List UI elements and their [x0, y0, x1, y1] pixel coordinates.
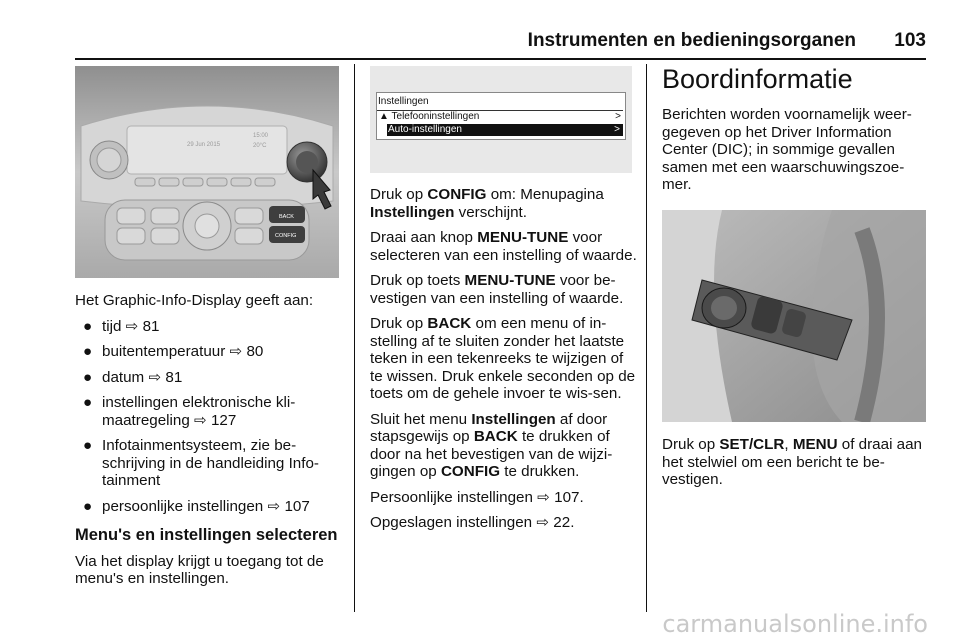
section-heading: Boordinformatie	[662, 64, 853, 94]
list-item: ● instellingen elektronische kli-maatregeling ⇨ 127	[83, 394, 296, 429]
steering-stalk-illustration	[662, 210, 926, 422]
ref-icon: ⇨	[229, 343, 247, 360]
list-item: ● buitentemperatuur ⇨ 80	[83, 343, 264, 360]
display-time: 15:00	[253, 133, 269, 139]
instruction-paragraph: Draai aan knop MENU-TUNE voor selecteren van een instelling of waarde.	[370, 229, 637, 264]
ref-icon: ⇨	[148, 368, 166, 386]
display-date: 29 Jun 2015	[187, 142, 221, 148]
steering-stalk-figure	[662, 210, 926, 422]
chapter-title: Instrumenten en bedieningsorganen	[527, 30, 856, 51]
column-divider	[646, 64, 647, 612]
list-item: ● Infotainmentsysteem, zie be-schrijving in de handleiding Info-tainment	[83, 437, 319, 489]
up-arrow-icon: ▲	[379, 111, 389, 122]
page-header	[75, 28, 926, 60]
ref-icon: ⇨	[194, 411, 211, 429]
ref-icon: ⇨	[537, 488, 555, 506]
list-item: ● persoonlijke instellingen ⇨ 107	[83, 497, 310, 515]
instruction-paragraph: Druk op CONFIG om: Menupagina Instellingen verschijnt.	[370, 186, 604, 221]
config-key-label: CONFIG	[275, 233, 297, 239]
instruction-paragraph: Druk op SET/CLR, MENU of draai aan het stelwiel om een bericht te be-vestigen.	[662, 436, 922, 488]
right-column	[662, 64, 928, 202]
screen-title: Instellingen	[378, 96, 429, 107]
settings-screen-figure	[370, 66, 632, 173]
list-item: ● datum ⇨ 81	[83, 368, 183, 386]
ref-icon: ⇨	[125, 317, 143, 335]
column-divider	[354, 64, 355, 612]
intro-text: Het Graphic-Info-Display geeft aan:	[75, 292, 314, 309]
display-temp: 20°C	[253, 143, 267, 149]
cross-reference: Persoonlijke instellingen ⇨ 107.	[370, 488, 584, 506]
subheading-text: Via het display krijgt u toegang tot de menu's en instellingen.	[75, 552, 324, 587]
screen-display	[376, 92, 626, 140]
radio-console-figure	[75, 66, 339, 278]
middle-column	[370, 186, 638, 540]
left-column	[75, 292, 345, 596]
watermark: carmanualsonline.info	[662, 610, 928, 638]
back-key-label: BACK	[279, 214, 294, 220]
cross-reference: Opgeslagen instellingen ⇨ 22.	[370, 514, 575, 531]
screen-item-telefoon: ▲ Telefooninstellingen	[379, 111, 480, 122]
instruction-paragraph: Druk op toets MENU-TUNE voor be-vestigen van een instelling of waarde.	[370, 272, 624, 307]
chevron-right-icon: >	[614, 124, 620, 135]
instruction-paragraph: Sluit het menu Instellingen af door stapsgewijs op BACK te drukken of door na het bevestigen van de wijzi-gingen op CONFIG te drukken.	[370, 410, 613, 480]
chevron-right-icon: >	[615, 111, 621, 122]
ref-icon: ⇨	[536, 514, 554, 531]
instruction-paragraph: Druk op BACK om een menu of in-stelling af te sluiten zonder het laatste teken in een tekenreeks te wijzigen of te wissen. Druk enkele seconden op de toets om de gehele invoer te wis-sen.	[370, 315, 636, 402]
right-column-lower	[662, 436, 928, 497]
display-items-list	[75, 318, 345, 516]
ref-icon: ⇨	[267, 497, 285, 515]
list-item: ● tijd ⇨ 81	[83, 317, 160, 335]
intro-paragraph: Berichten worden voornamelijk weer-gegeven op het Driver Information Center (DIC); in sommige gevallen samen met een waarschuwingszoe-mer.	[662, 106, 912, 193]
section-subheading: Menu's en instellingen selecteren	[75, 526, 338, 544]
radio-console-illustration	[75, 66, 339, 278]
screen-item-auto: Auto-instellingen >	[387, 124, 623, 136]
page-number: 103	[894, 30, 926, 51]
